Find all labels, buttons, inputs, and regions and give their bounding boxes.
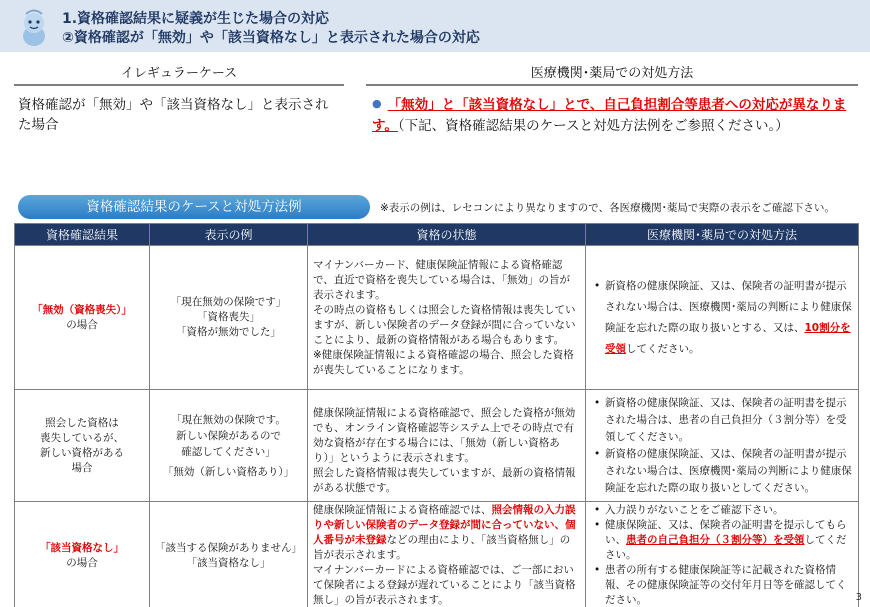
action-text: してください。: [605, 534, 847, 561]
case-line: 新しい資格がある: [40, 446, 124, 459]
cases-table: [14, 223, 859, 607]
case-suffix: の場合: [66, 318, 98, 331]
state-red-text: 照会情報の入力誤りや新しい保険者のデータ登録が間に合っていない、個人番号が未登録: [313, 504, 576, 546]
page-title-line2: ②資格確認が「無効」や「該当資格なし」と表示された場合の対応: [62, 30, 480, 46]
example-line: 新しい保険があるので: [176, 429, 281, 442]
table-header-row: [15, 224, 859, 246]
action-item: • 新資格の健康保険証、又は、保険者の証明書を提示された場合は、患者の自己負担分（３割分等）を受領してください。: [591, 395, 853, 446]
header-action: 医療機関･薬局での対処方法: [586, 224, 859, 246]
example-line: 「現在無効の保険です。: [171, 413, 286, 426]
example-line: 「資格が無効でした」: [176, 326, 281, 338]
action-cell: [586, 502, 859, 607]
irregular-case-text: 資格確認が「無効」や「該当資格なし」と表示された場合: [18, 97, 329, 133]
action-item: • 入力誤りがないことをご確認下さい。: [591, 503, 853, 518]
state-cell: [308, 246, 586, 390]
example-line: 「現在無効の保険です」: [170, 296, 287, 308]
action-item: • 新資格の健康保険証、又は、保険者の証明書が提示されない場合は、医療機関･薬局の判断により健康保険証を忘れた際の取り扱いとしてください。: [591, 446, 853, 497]
state-text: 健康保険証情報による資格確認では、: [313, 504, 492, 516]
page-number: 3: [855, 592, 862, 603]
action-text: 新資格の健康保険証、又は、保険者の証明書が提示されない場合は、医療機関･薬局の判断により健康保険証を忘れた際の取り扱いとする、又は、: [605, 279, 852, 334]
example-line: 「資格喪失」: [197, 311, 260, 323]
state-cell: [308, 502, 586, 607]
header-banner: [0, 0, 870, 52]
case-line: 喪失しているが、: [40, 431, 124, 444]
header-result: 資格確認結果: [15, 224, 150, 246]
case-label: 「無効（資格喪失）」: [32, 303, 132, 316]
case-cell: [15, 390, 150, 502]
response-text: [372, 95, 860, 136]
table-row: [15, 390, 859, 502]
state-cell: [308, 390, 586, 502]
state-paragraph: マイナンバーカード、健康保険証情報による資格確認で、直近で資格を喪失している場合は、「無効」の旨が表示されます。: [313, 258, 571, 301]
state-paragraph: 健康保険証情報による資格確認で、照会した資格が無効でも、オンライン資格確認等システム上でその時点で有効な資格が存在する場合には、「無効（新しい資格あり）」というように表示されます。: [313, 407, 576, 464]
action-cell: [586, 390, 859, 502]
response-rest-text: （下記、資格確認結果のケースと対処方法例をご参照ください。）: [397, 118, 789, 134]
action-text: 健康保険証、又は、保険者の証明書を提示してもらい、: [605, 519, 847, 546]
header-state: 資格の状態: [308, 224, 586, 246]
case-label: 「該当資格なし」: [40, 541, 124, 554]
display-note: ※表示の例は、レセコンにより異なりますので、各医療機関･薬局で実際の表示をご確認下さい。: [380, 202, 835, 214]
state-paragraph: [313, 503, 580, 563]
example-cell: [150, 390, 308, 502]
mascot-icon: [14, 6, 54, 48]
case-cell: [15, 246, 150, 390]
state-text: などの理由により、「該当資格無し」の旨が表示されます。: [313, 534, 571, 561]
state-paragraph: その時点の資格もしくは照会した資格情報は喪失していますが、新しい保険者のデータ登録が間に合っていないことにより、最新の資格情報がある場合もあります。: [313, 303, 576, 346]
action-cell: [586, 246, 859, 390]
example-cell: [150, 502, 308, 607]
state-paragraph: マイナンバーカードによる資格確認では、ご一部において保険者による登録が遅れていることにより「該当資格無し」の旨が表示されます。: [313, 564, 576, 606]
state-paragraph: 照会した資格情報は喪失していますが、最新の資格情報がある状態です。: [313, 467, 576, 494]
case-suffix: の場合: [66, 556, 98, 569]
irregular-case-heading: イレギュラーケース: [14, 64, 344, 86]
section-pill-label: 資格確認結果のケースと対処方法例: [18, 195, 370, 219]
state-paragraph: ※健康保険証情報による資格確認の場合、照会した資格が喪失していることになります。: [313, 348, 574, 376]
header-example: 表示の例: [150, 224, 308, 246]
table-row: [15, 502, 859, 607]
case-cell: [15, 502, 150, 607]
case-line: 照会した資格は: [45, 416, 119, 429]
action-item: [591, 276, 853, 360]
example-line: 「該当する保険がありません」: [155, 541, 302, 554]
example-line: 「該当資格なし」: [186, 556, 271, 569]
response-heading: 医療機関･薬局での対処方法: [366, 64, 858, 86]
example-line: 確認してください」: [181, 445, 276, 458]
action-red-text: 10割分を受領: [605, 321, 851, 355]
bullet-icon: ●: [372, 97, 382, 110]
action-text: してください。: [626, 342, 700, 355]
example-cell: [150, 246, 308, 390]
table-row: [15, 246, 859, 390]
page-title-line1: 1.資格確認結果に疑義が生じた場合の対応: [62, 11, 330, 27]
action-red-text: 患者の自己負担分（３割分等）を受領: [626, 534, 805, 546]
action-item: • 患者の所有する健康保険証等に記載された資格情報、その健康保険証等の交付年月日等を確認してください。: [591, 563, 853, 607]
response-red-text: 「無効」と「該当資格なし」とで、自己負担割合等患者への対応が異なります。: [372, 97, 847, 134]
action-item: [591, 518, 853, 563]
case-line: 場合: [71, 461, 93, 474]
example-line: 「無効（新しい資格あり）」: [162, 465, 295, 478]
